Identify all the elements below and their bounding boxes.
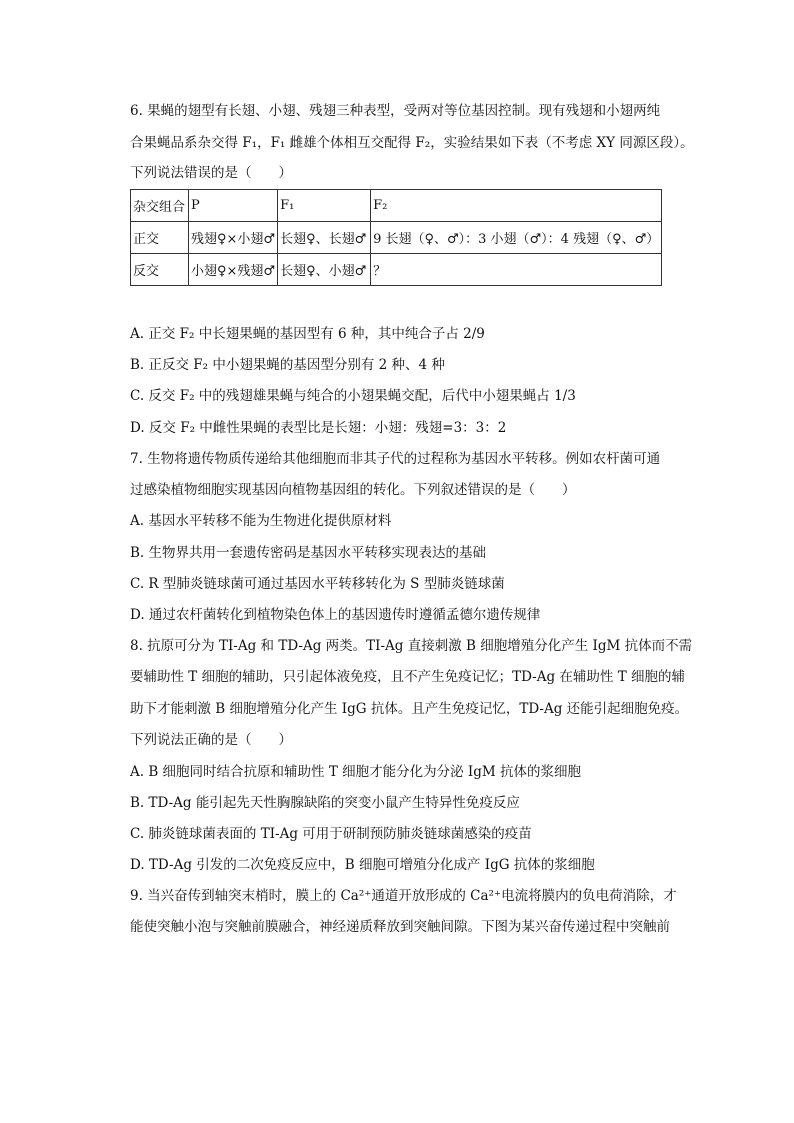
q8-stem-line1: 8. 抗原可分为 TI-Ag 和 TD-Ag 两类。TI-Ag 直接刺激 B 细胞增殖分化产生 IgM 抗体而不需 [130,638,693,654]
q8-option-d: D. TD-Ag 引发的二次免疫反应中，B 细胞可增殖分化成产 IgG 抗体的浆细胞 [130,857,595,873]
q8-stem-line2: 要辅助性 T 细胞的辅助，只引起体液免疫，且不产生免疫记忆；TD-Ag 在辅助性 T 细胞的辅 [130,669,685,685]
q8-option-b: B. TD-Ag 能引起先天性胸腺缺陷的突变小鼠产生特异性免疫反应 [130,795,520,811]
table-row [131,222,662,254]
table-cell: 正交 [131,222,189,254]
q6-option-c: C. 反交 F₂ 中的残翅雄果蝇与纯合的小翅果蝇交配，后代中小翅果蝇占 1/3 [130,388,576,404]
table-header-cell: F₂ [371,190,662,222]
q6-stem-line2: 合果蝇品系杂交得 F₁，F₁ 雌雄个体相互交配得 F₂，实验结果如下表（不考虑 XY 同源区段）。 [130,135,694,151]
table-header-cell: F₁ [278,190,371,222]
q7-option-c: C. R 型肺炎链球菌可通过基因水平转移转化为 S 型肺炎链球菌 [130,576,505,592]
q8-stem-line4: 下列说法正确的是（ ） [130,732,292,748]
q8-option-a: A. B 细胞同时结合抗原和辅助性 T 细胞才能分化为分泌 IgM 抗体的浆细胞 [130,764,582,780]
q9-stem-line2: 能使突触小泡与突触前膜融合，神经递质释放到突触间隙。下图为某兴奋传递过程中突触前 [130,919,670,935]
table-cell: 9 长翅（♀、♂）：3 小翅（♂）：4 残翅（♀、♂） [371,222,662,254]
table-row [131,254,662,286]
q7-option-d: D. 通过农杆菌转化到植物染色体上的基因遗传时遵循孟德尔遗传规律 [130,607,541,623]
table-header-cell: P [189,190,278,222]
q6-option-d: D. 反交 F₂ 中雌性果蝇的表型比是长翅：小翅：残翅=3：3：2 [130,420,507,436]
table-cell: 残翅♀×小翅♂ [189,222,278,254]
table-cell: 长翅♀、长翅♂ [278,222,371,254]
q7-stem-line2: 过感染植物细胞实现基因向植物基因组的转化。下列叙述错误的是（ ） [130,482,576,498]
table-cell: ？ [371,254,662,286]
q6-stem-line3: 下列说法错误的是（ ） [130,165,292,181]
q8-option-c: C. 肺炎链球菌表面的 TI-Ag 可用于研制预防肺炎链球菌感染的疫苗 [130,826,532,842]
q8-stem-line3: 助下才能刺激 B 细胞增殖分化产生 IgG 抗体。且产生免疫记忆，TD-Ag 还能引起细胞免疫。 [130,701,689,717]
q9-stem-line1: 9. 当兴奋传到轴突末梢时，膜上的 Ca²⁺通道开放形成的 Ca²⁺电流将膜内的负电荷消除，才 [130,888,677,904]
q7-option-b: B. 生物界共用一套遗传密码是基因水平转移实现表达的基础 [130,545,487,561]
table-cell: 反交 [131,254,189,286]
q6-cross-table [130,189,662,286]
table-header-row [131,190,662,222]
q6-option-a: A. 正交 F₂ 中长翅果蝇的基因型有 6 种，其中纯合子占 2/9 [130,326,485,342]
table-cell: 长翅♀、小翅♂ [278,254,371,286]
q7-option-a: A. 基因水平转移不能为生物进化提供原材料 [130,513,392,529]
q6-option-b: B. 正反交 F₂ 中小翅果蝇的基因型分别有 2 种、4 种 [130,357,445,373]
table-header-cell: 杂交组合 [131,190,189,222]
table-cell: 小翅♀×残翅♂ [189,254,278,286]
q7-stem-line1: 7. 生物将遗传物质传递给其他细胞而非其子代的过程称为基因水平转移。例如农杆菌可通 [130,451,661,467]
q6-stem-line1: 6. 果蝇的翅型有长翅、小翅、残翅三种表型，受两对等位基因控制。现有残翅和小翅两纯 [130,103,661,119]
